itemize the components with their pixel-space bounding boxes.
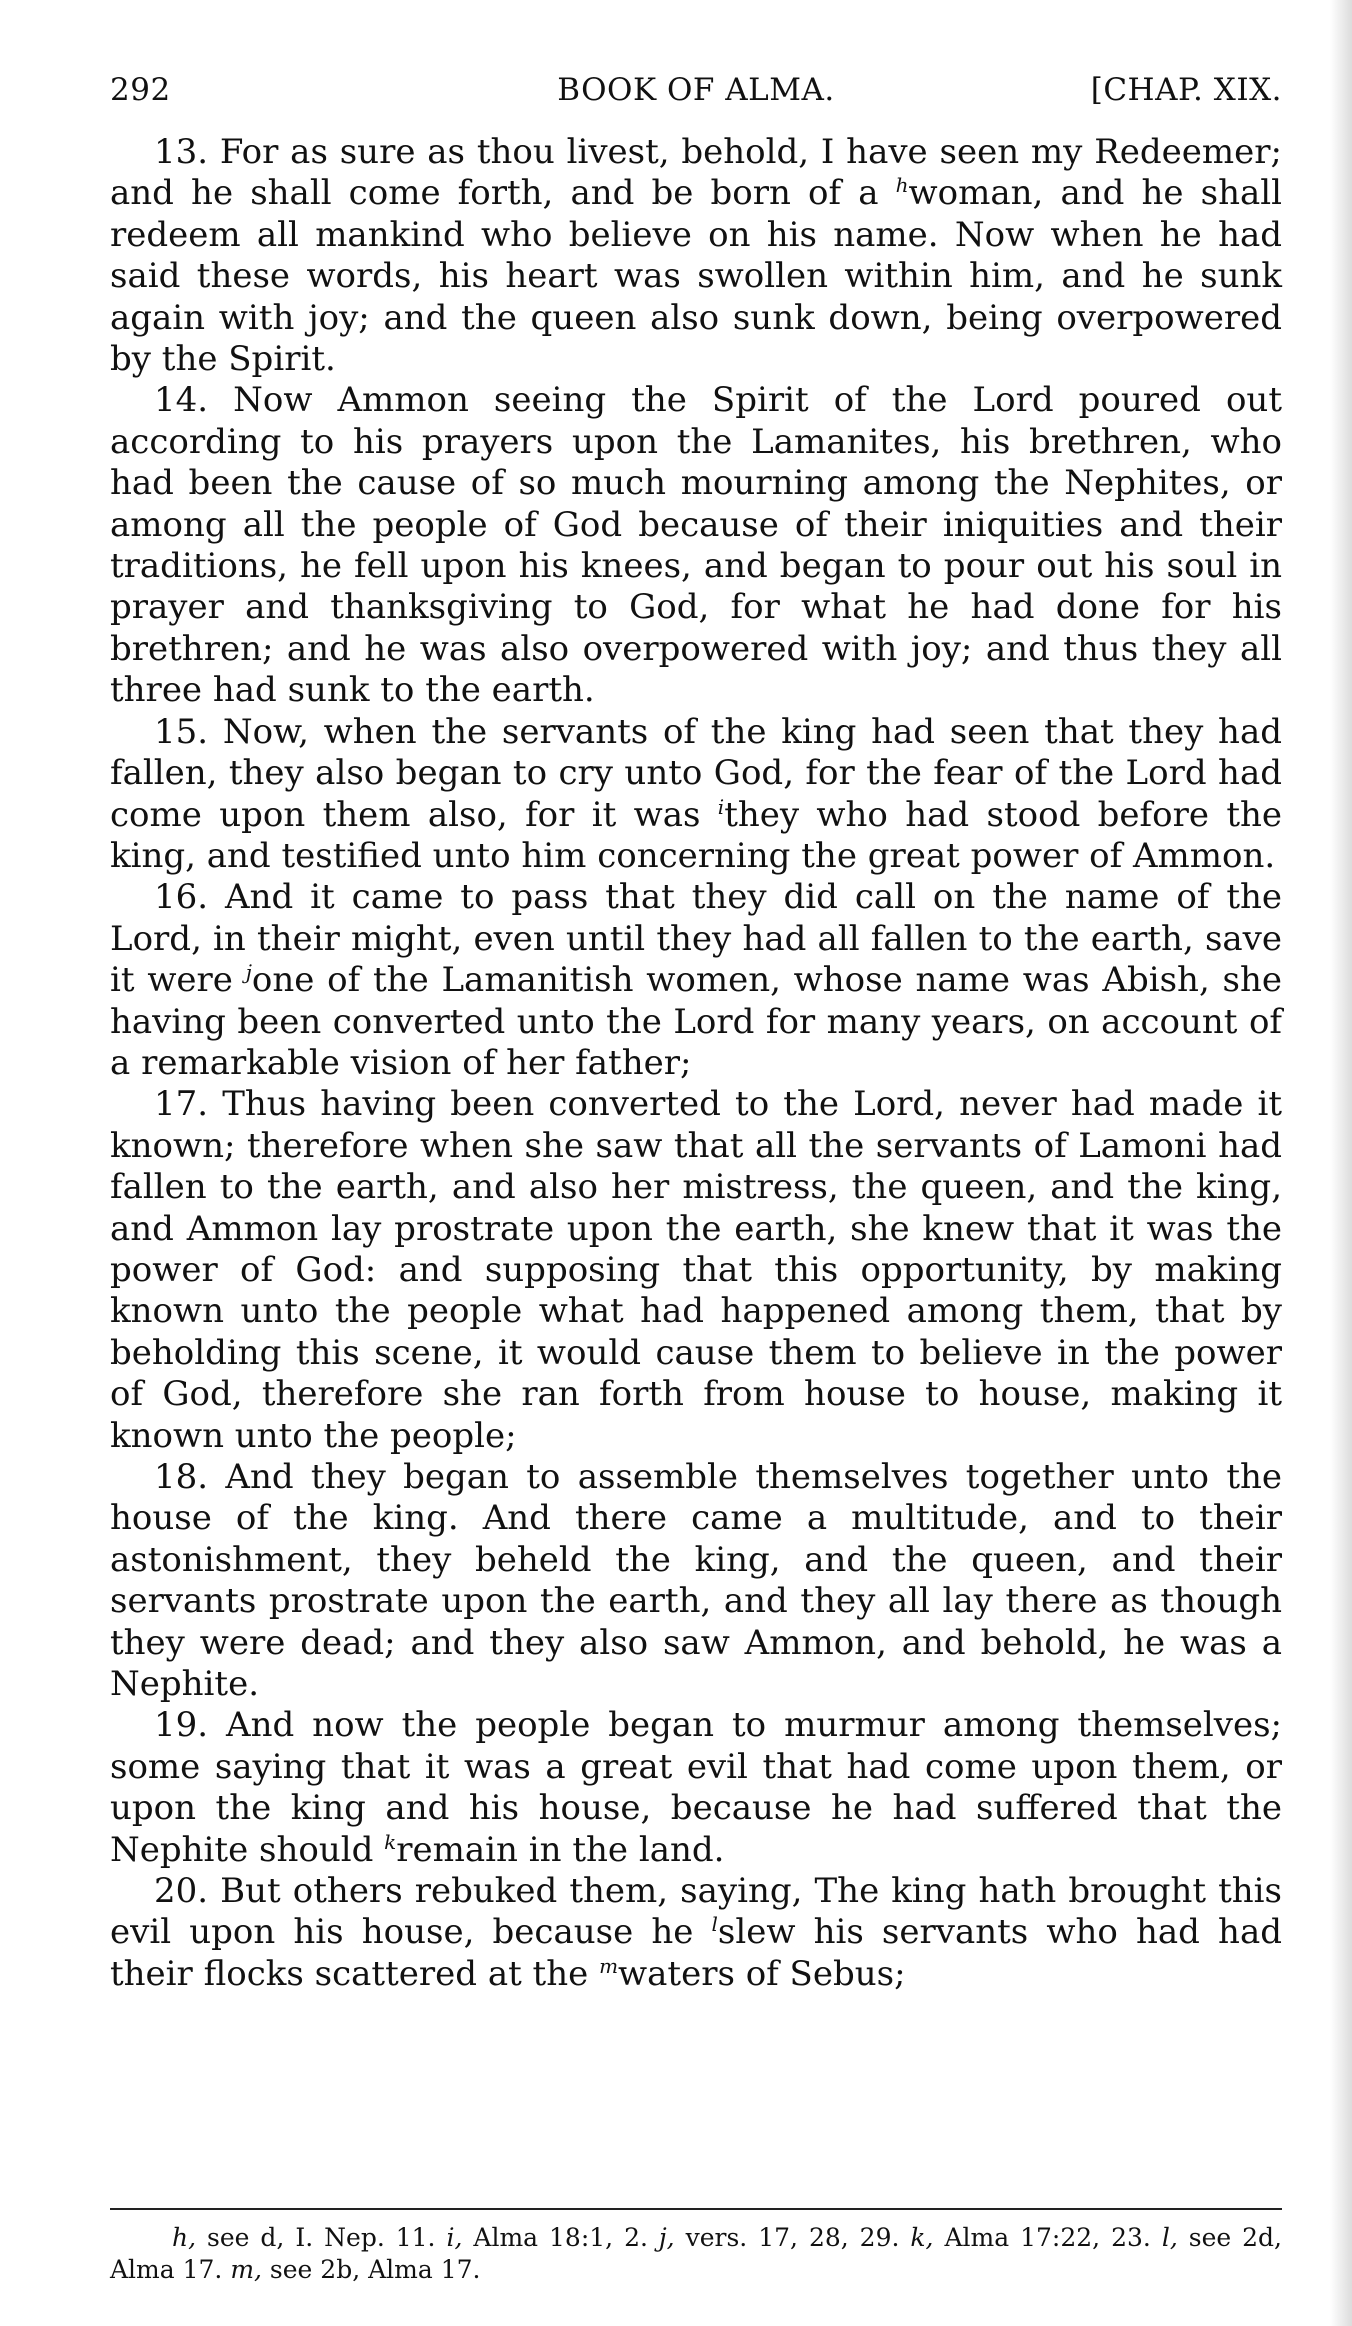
footnotes xyxy=(110,2222,1282,2286)
verse-17: 17. Thus having been converted to the Lord, never had made it known; therefore when she saw that all the servants of Lamoni had fallen to the earth, and also her mistress, the queen, and the king, and Ammon lay prostrate upon the earth, she knew that it was the power of God: and supposing that this opportunity, by making known unto the people what had happened among them, that by beholding this scene, it would cause them to believe in the power of God, therefore she ran forth from house to house, making it known unto the people; xyxy=(110,1084,1282,1456)
page-header xyxy=(110,72,1282,112)
footnote-marker: l xyxy=(711,1912,718,1937)
verse-13: 13. For as sure as thou livest, behold, I have seen my Redeemer; and he shall come forth, and be born of a $^h$woman, and he shall redeem all mankind who believe on his name. Now when he had said these words, his heart was swollen within him, and he sunk again with joy; and the queen also sunk down, being overpowered by the Spirit. xyxy=(110,132,1283,380)
footnote-marker: j xyxy=(245,960,252,985)
footnote-divider xyxy=(110,2208,1282,2210)
footnote-marker: h xyxy=(895,173,909,198)
footnote-marker: i xyxy=(717,794,725,819)
book-title: BOOK OF ALMA. xyxy=(557,72,835,108)
verse-18: 18. And they began to assemble themselves together unto the house of the king. And there came a multitude, and to their astonishment, they beheld the king, and the queen, and their servants prostrate upon the earth, and they all lay there as though they were dead; and they also saw Ammon, and behold, he was a Nephite. xyxy=(110,1457,1282,1705)
verse-16: 16. And it came to pass that they did call on the name of the Lord, in their might, even until they had all fallen to the earth, save it were $^j$one of the Lamanitish women, whose name was Abish, she having been converted unto the Lord for many years, on account of a remarkable vision of her father; xyxy=(110,877,1282,1083)
verse-20: 20. But others rebuked them, saying, The king hath brought this evil upon his house, because he $^l$slew his servants who had had their flocks scattered at the $^m$waters of Sebus; xyxy=(110,1871,1282,1994)
footnote-marker: m xyxy=(599,1953,619,1978)
chapter-label: [CHAP. XIX. xyxy=(1090,72,1282,108)
page-number: 292 xyxy=(110,72,171,108)
verse-body xyxy=(110,132,1282,1995)
verse-15: 15. Now, when the servants of the king had seen that they had fallen, they also began to cry unto God, for the fear of the Lord had come upon them also, for it was $^i$they who had stood before the king, and testified unto him concerning the great power of Ammon. xyxy=(110,711,1283,876)
footnote-list: h, see d, I. Nep. 11. i, Alma 18:1, 2. j, vers. 17, 28, 29. k, Alma 17:22, 23. l, see 2d, Alma 17. m, see 2b, Alma 17. xyxy=(110,2223,1283,2284)
scan-edge-shadow xyxy=(1330,0,1352,2326)
footnote-marker: k xyxy=(384,1829,397,1854)
verse-14: 14. Now Ammon seeing the Spirit of the Lord poured out according to his prayers upon the Lamanites, his brethren, who had been the cause of so much mourning among the Nephites, or among all the people of God because of their iniquities and their traditions, he fell upon his knees, and began to pour out his soul in prayer and thanksgiving to God, for what he had done for his brethren; and he was also overpowered with joy; and thus they all three had sunk to the earth. xyxy=(110,380,1282,711)
verse-19: 19. And now the people began to murmur among themselves; some saying that it was a great evil that had come upon them, or upon the king and his house, because he had suffered that the Nephite should $^k$remain in the land. xyxy=(110,1705,1282,1870)
